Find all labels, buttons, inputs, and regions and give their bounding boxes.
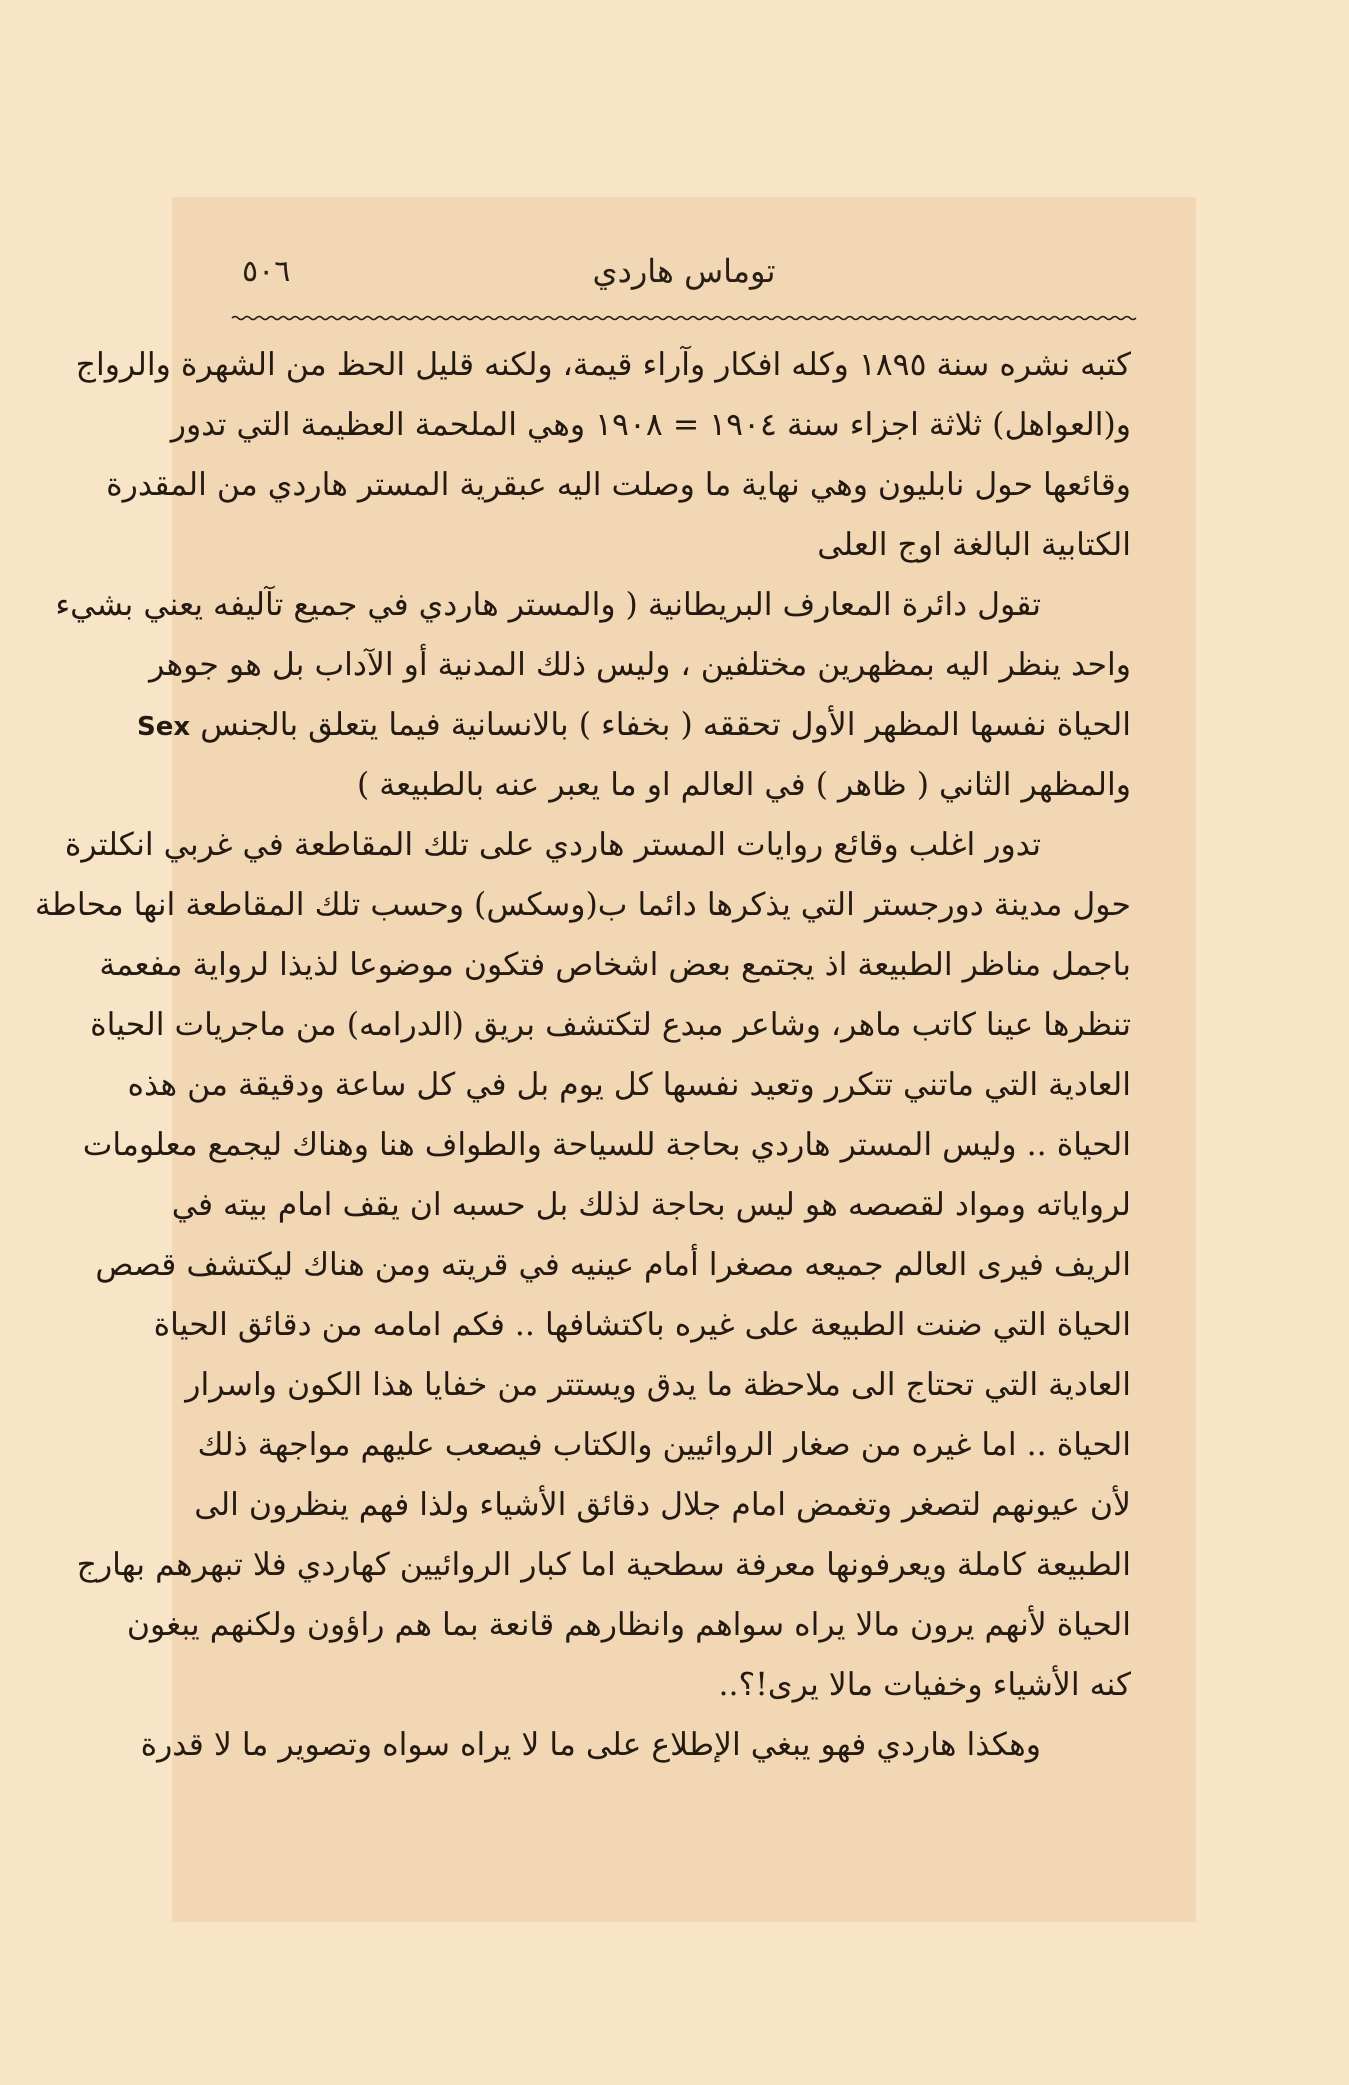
text-line: كتبه نشره سنة ١٨٩٥ وكله افكار وآراء قيمة، ولكنه قليل الحظ من الشهرة والرواج (75, 347, 1131, 383)
text-line: تقول دائرة المعارف البريطانية ( والمستر هاردي في جميع تآليفه يعني بشيء (55, 587, 1041, 623)
page-header (232, 252, 1136, 302)
header-rule (232, 315, 1136, 321)
text-line: لرواياته ومواد لقصصه هو ليس بحاجة لذلك بل حسبه ان يقف امام بيته في (171, 1187, 1131, 1223)
running-title: توماس هاردي (592, 252, 776, 290)
text-line: الكتابية البالغة اوج العلى (817, 527, 1131, 563)
text-line: والمظهر الثاني ( ظاهر ) في العالم او ما يعبر عنه بالطبيعة ) (356, 767, 1131, 803)
text-line: الحياة لأنهم يرون مالا يراه سواهم وانظارهم قانعة بما هم راؤون ولكنهم يبغون (126, 1607, 1131, 1643)
text-line: كنه الأشياء وخفيات مالا يرى!؟.. (718, 1667, 1131, 1703)
sex-tag: Sex (137, 712, 191, 742)
text-line: باجمل مناظر الطبيعة اذ يجتمع بعض اشخاص فتكون موضوعا لذيذا لرواية مفعمة (99, 947, 1131, 983)
text-line: لأن عيونهم لتصغر وتغمض امام جلال دقائق الأشياء ولذا فهم ينظرون الى (194, 1487, 1131, 1523)
book-page (34, 197, 1196, 1922)
text-line: الريف فيرى العالم جميعه مصغرا أمام عينيه في قريته ومن هناك ليكتشف قصص (95, 1247, 1131, 1283)
text-line: الحياة .. وليس المستر هاردي بحاجة للسياحة والطواف هنا وهناك ليجمع معلومات (82, 1127, 1131, 1163)
text-line: و(العواهل) ثلاثة اجزاء سنة ١٩٠٤ = ١٩٠٨ وهي الملحمة العظيمة التي تدور (170, 407, 1131, 443)
body-text (34, 335, 1131, 1775)
text-line: تدور اغلب وقائع روايات المستر هاردي على تلك المقاطعة في غربي انكلترة (64, 827, 1041, 863)
text-line: الحياة .. اما غيره من صغار الروائيين والكتاب فيصعب عليهم مواجهة ذلك (197, 1427, 1131, 1463)
text-line-segment: الحياة نفسها المظهر الأول تحققه ( بخفاء ) بالانسانية فيما يتعلق بالجنس (200, 707, 1131, 743)
text-line: الطبيعة كاملة ويعرفونها معرفة سطحية اما كبار الروائيين كهاردي فلا تبهرهم بهارج (76, 1547, 1131, 1583)
page-number: ٥٠٦ (242, 254, 291, 289)
text-line: حول مدينة دورجستر التي يذكرها دائما ب(وسكس) وحسب تلك المقاطعة انها محاطة (34, 887, 1131, 923)
text-line-with-sex-tag (137, 695, 1131, 755)
text-line: وهكذا هاردي فهو يبغي الإطلاع على ما لا يراه سواه وتصوير ما لا قدرة (140, 1727, 1041, 1763)
text-line: تنظرها عينا كاتب ماهر، وشاعر مبدع لتكتشف بريق (الدرامه) من ماجريات الحياة (90, 1007, 1131, 1043)
text-line: الحياة التي ضنت الطبيعة على غيره باكتشافها .. فكم امامه من دقائق الحياة (153, 1307, 1131, 1343)
text-line: واحد ينظر اليه بمظهرين مختلفين ، وليس ذلك المدنية أو الآداب بل هو جوهر (149, 647, 1131, 683)
text-line: العادية التي تحتاج الى ملاحظة ما يدق ويستتر من خفايا هذا الكون واسرار (185, 1367, 1131, 1403)
text-line: العادية التي ماتني تتكرر وتعيد نفسها كل يوم بل في كل ساعة ودقيقة من هذه (127, 1067, 1131, 1103)
text-line: وقائعها حول نابليون وهي نهاية ما وصلت اليه عبقرية المستر هاردي من المقدرة (106, 467, 1131, 503)
